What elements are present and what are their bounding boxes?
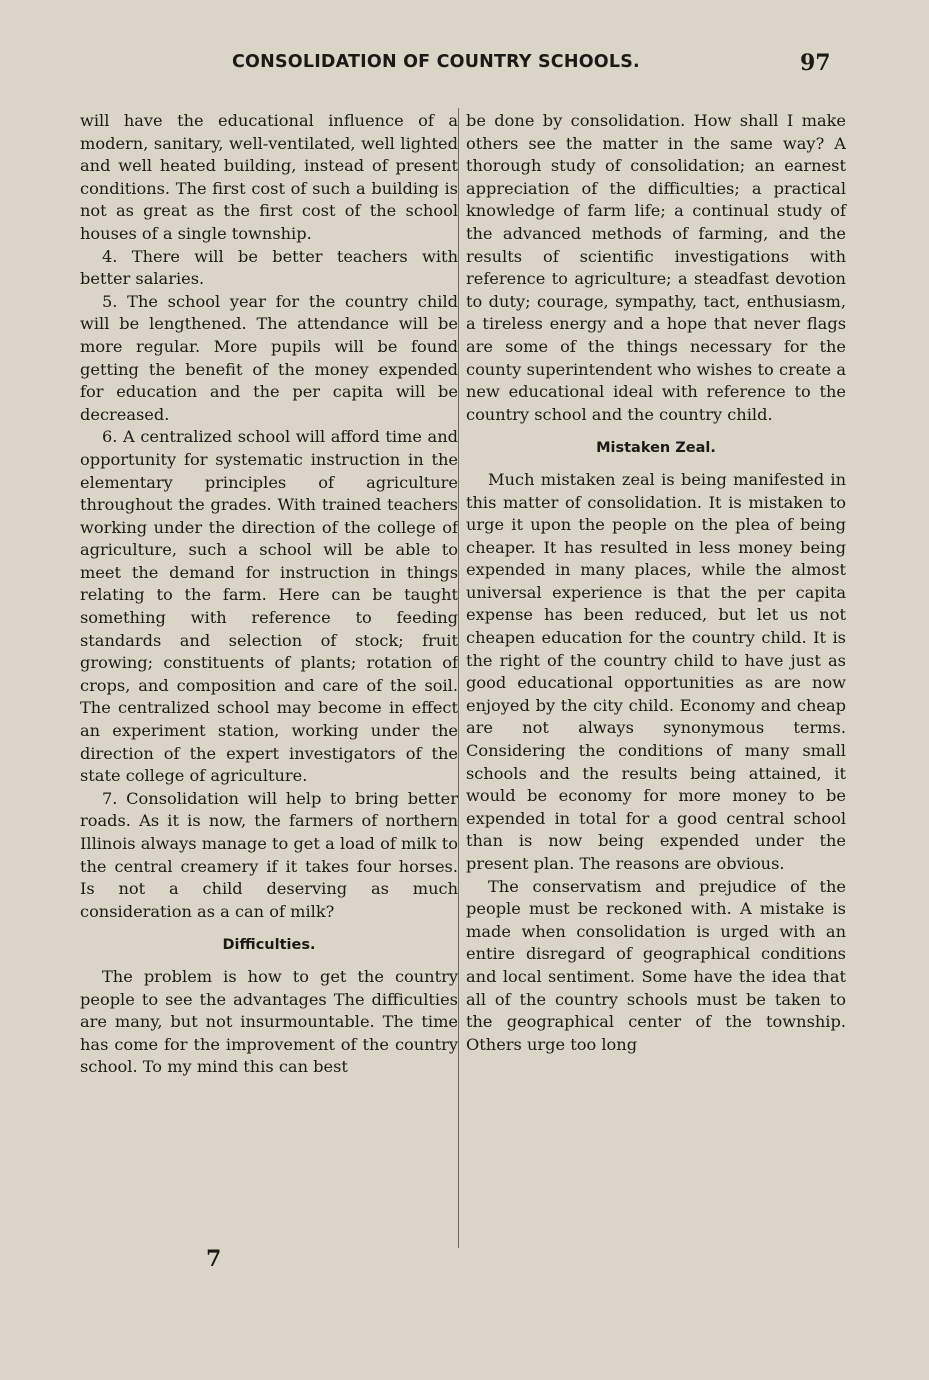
paragraph-mistaken-zeal: Much mistaken zeal is being manifested in this matter of consolidation. It is mistaken to urge it upon the people on the plea of being cheaper. It has resulted in less money being expended in many places, while the almost universal experience is that the per capita expense has been reduced, but let us not cheapen education for the country child. It is the right of the country child to have just as good educational opportunities as are now enjoyed by the city child. Economy and cheap are not always synonymous terms. Considering the conditions of many small schools and the results being attained, it would be economy for more money to be expended in total for a good central school than is now being expended under the present plan. The reasons are obvious. bbox=[466, 469, 846, 873]
signature-mark: 7 bbox=[206, 1246, 222, 1272]
page-number: 97 bbox=[800, 50, 831, 76]
subheading-difficulties: Difficulties. bbox=[222, 937, 316, 954]
page-header bbox=[0, 52, 929, 82]
column-divider bbox=[458, 108, 459, 1248]
paragraph-continuation: will have the educational influence of a modern, sanitary, well-ventilated, well lighted and well heated building, instead of present conditions. The first cost of such a building is not as great as the first cost of the school houses of a single township. bbox=[80, 111, 458, 243]
right-column bbox=[466, 110, 846, 1056]
paragraph-difficulties: The problem is how to get the country people to see the advantages The difficulties are many, but not insurmountable. The time has come for the improvement of the country school. To my mind this can best bbox=[80, 966, 458, 1077]
subheading-mistaken-zeal: Mistaken Zeal. bbox=[596, 440, 716, 457]
paragraph-point-7: 7. Consolidation will help to bring better roads. As it is now, the farmers of northern Illinois always manage to get a load of milk to the central creamery if it takes four horses. Is not a child deserving as much consideration as a can of milk? bbox=[80, 788, 458, 921]
running-title: CONSOLIDATION OF COUNTRY SCHOOLS. bbox=[232, 52, 640, 72]
paragraph-point-4: 4. There will be better teachers with better salaries. bbox=[80, 246, 458, 289]
left-column bbox=[80, 110, 458, 1079]
paragraph-conservatism: The conservatism and prejudice of the people must be reckoned with. A mistake is made when consolidation is urged with an entire disregard of geographical conditions and local sentiment. Some have the idea that all of the country schools must be taken to the geographical center of the township. Others urge too long bbox=[466, 876, 846, 1054]
paragraph-continuation-right: be done by consolidation. How shall I make others see the matter in the same way? A thorough study of consolidation; an earnest appreciation of the difficulties; a practical knowledge of farm life; a continual study of the advanced methods of farming, and the results of scientific investigations with reference to agriculture; a steadfast devotion to duty; courage, sympathy, tact, enthusiasm, a tireless energy and a hope that never flags are some of the things necessary for the county superintendent who wishes to create a new educational ideal with reference to the country school and the country child. bbox=[466, 111, 846, 424]
paragraph-point-6: 6. A centralized school will afford time and opportunity for systematic instruction in the elementary principles of agriculture throughout the grades. With trained teachers working under the direction of the college of agriculture, such a school will be able to meet the demand for instruction in things relating to the farm. Here can be taught something with reference to feeding standards and selection of stock; fruit growing; constituents of plants; rotation of crops, and composition and care of the soil. The centralized school may become in effect an experiment station, working under the direction of the expert investigators of the state college of agriculture. bbox=[80, 427, 458, 786]
paragraph-point-5: 5. The school year for the country child will be lengthened. The attendance will be more regular. More pupils will be found getting the benefit of the money expended for education and the per capita will be decreased. bbox=[80, 291, 458, 424]
